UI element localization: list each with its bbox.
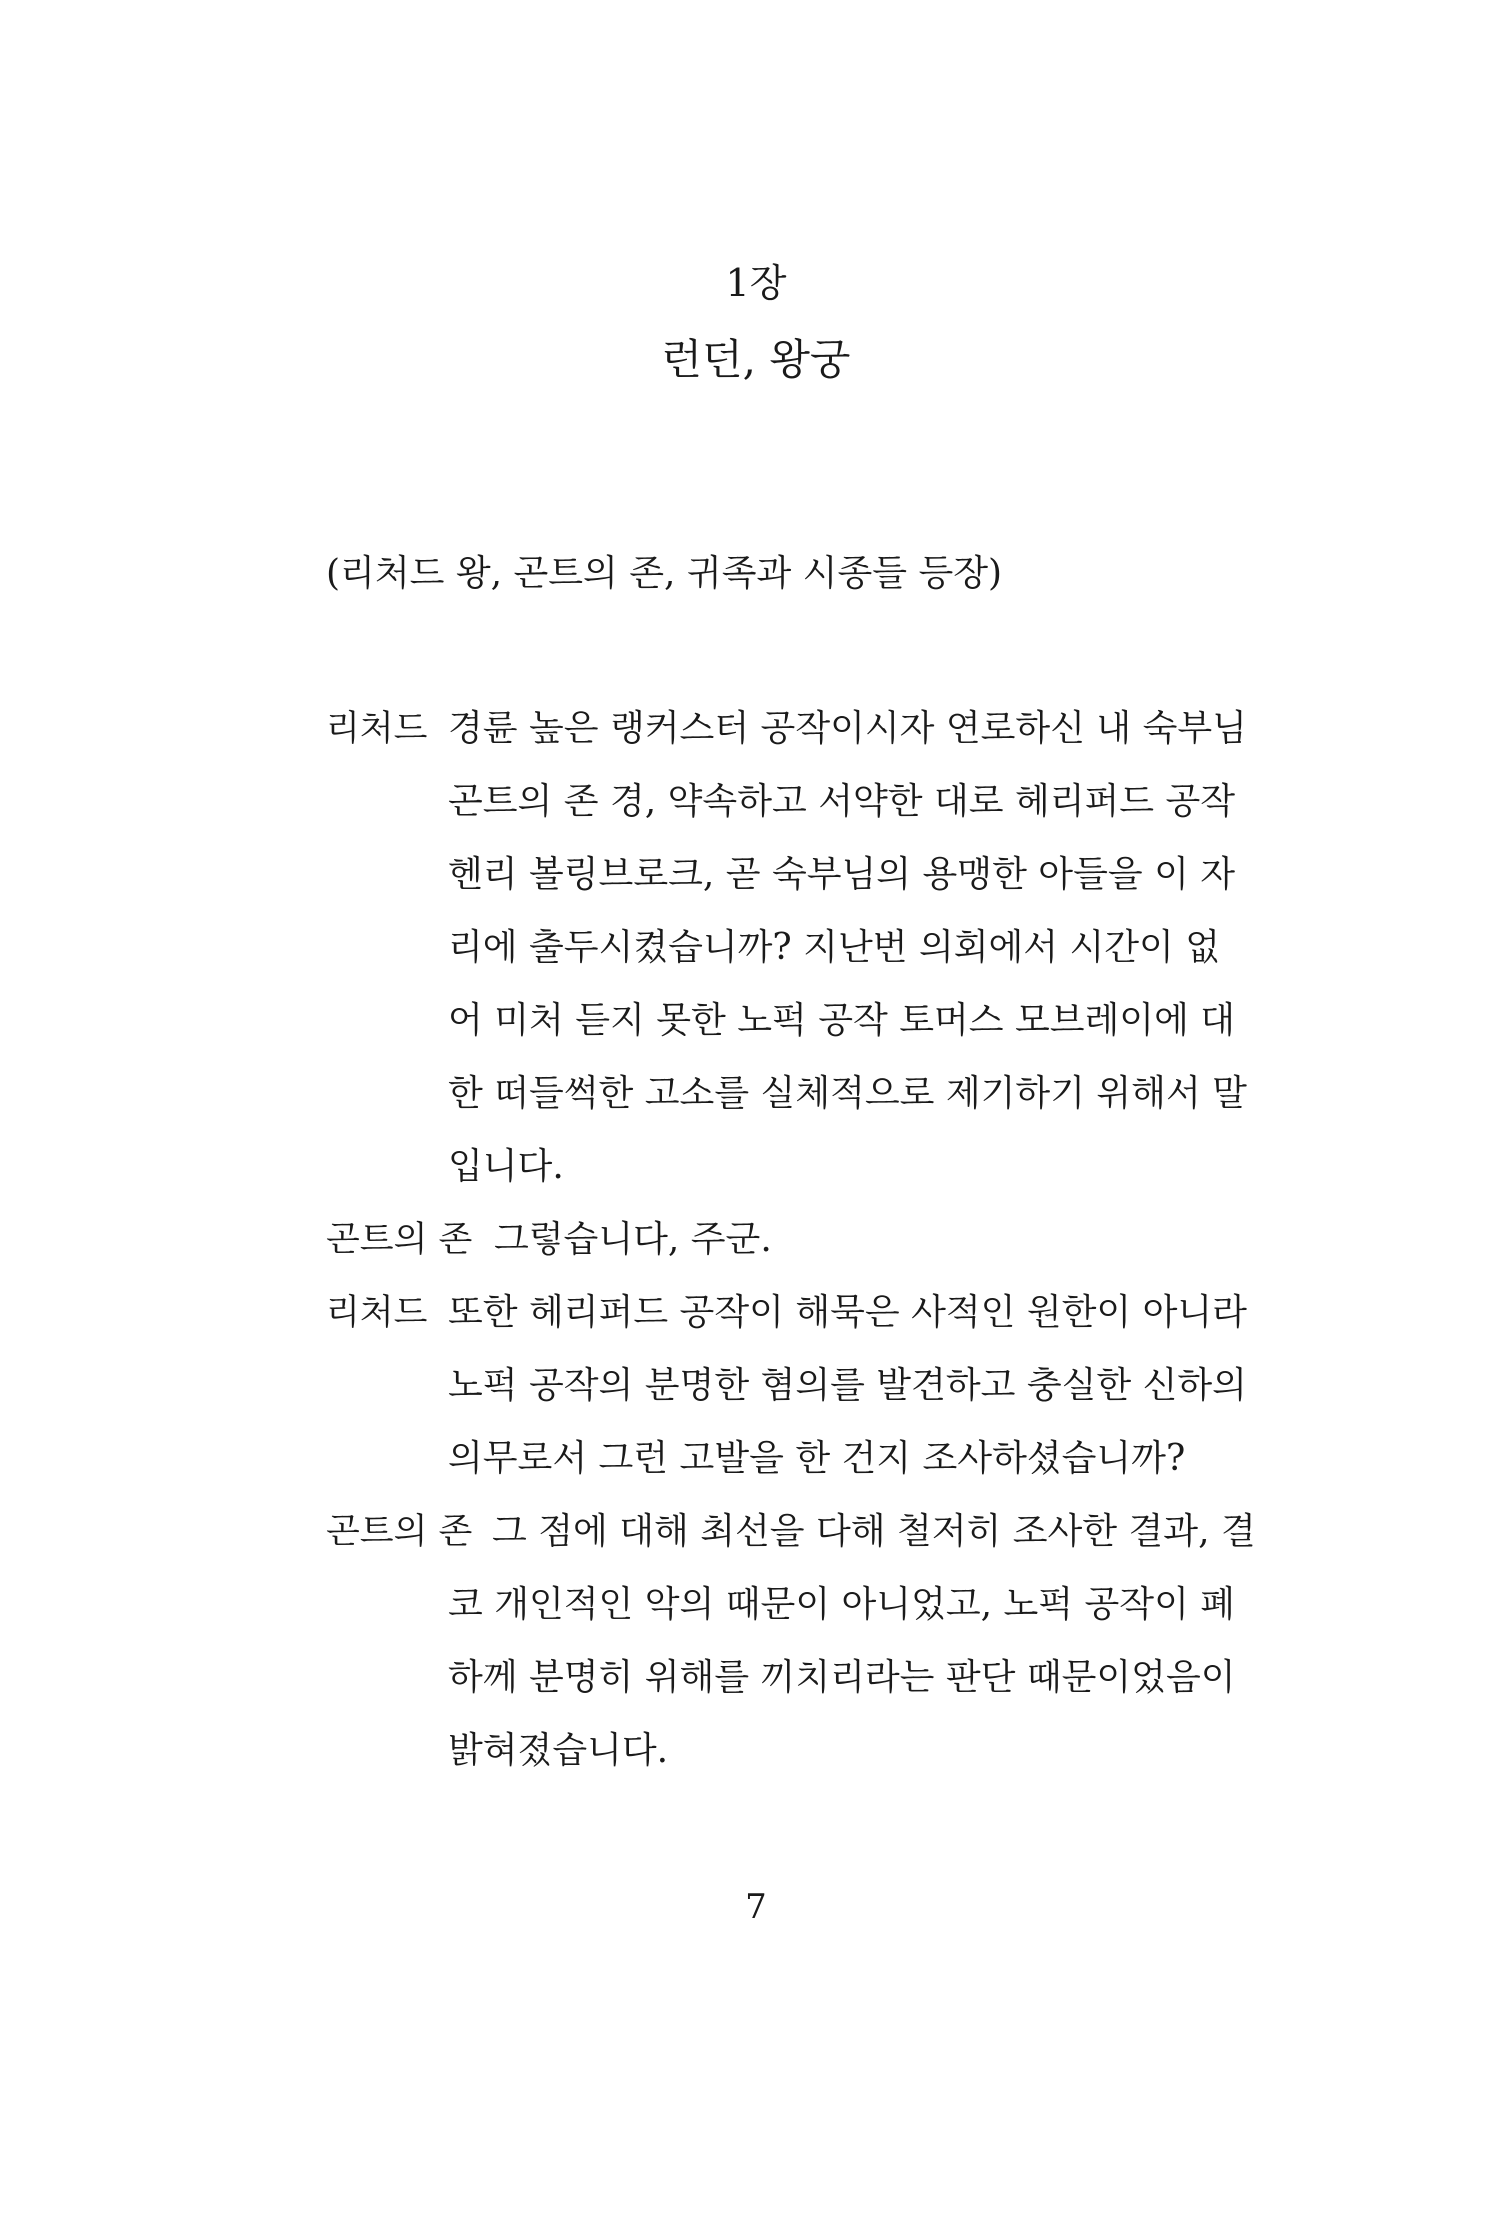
speech-line: 입니다.: [448, 1146, 564, 1187]
speech-line: [326, 1495, 1260, 1568]
speech-line: 한 떠들썩한 고소를 실체적으로 제기하기 위해서 말: [448, 1073, 1247, 1114]
speech-gaunt-2: [326, 1495, 1260, 1787]
speech-gaunt-1: [326, 1203, 1260, 1276]
speaker-label: 곤트의 존: [326, 1512, 473, 1552]
speech-line: 밝혀졌습니다.: [448, 1730, 669, 1771]
page-number: 7: [745, 1887, 767, 1927]
speech-text: 또한 헤리퍼드 공작이 해묵은 사적인 원한이 아니라: [448, 1292, 1247, 1333]
speaker-label: 곤트의 존: [326, 1220, 473, 1260]
speech-text: 그렇습니다, 주군.: [494, 1219, 772, 1260]
stage-direction: (리처드 왕, 곤트의 존, 귀족과 시종들 등장): [326, 553, 1003, 594]
speech-line: [326, 1276, 1260, 1349]
speech-richard-1: [326, 692, 1260, 1203]
speech-line: 하께 분명히 위해를 끼치리라는 판단 때문이었음이: [448, 1657, 1236, 1698]
speaker-label: 리처드: [326, 709, 428, 749]
speech-line: 코 개인적인 악의 때문이 아니었고, 노퍽 공작이 폐: [448, 1584, 1236, 1625]
scene-title: 런던, 왕궁: [661, 335, 851, 384]
speaker-label: 리처드: [326, 1293, 428, 1333]
speech-line: 어 미처 듣지 못한 노퍽 공작 토머스 모브레이에 대: [448, 1000, 1236, 1041]
speech-line: 리에 출두시켰습니까? 지난번 의회에서 시간이 없: [448, 927, 1221, 968]
speech-line: 의무로서 그런 고발을 한 건지 조사하셨습니까?: [448, 1438, 1186, 1479]
speech-text: 경륜 높은 랭커스터 공작이시자 연로하신 내 숙부님: [448, 708, 1247, 749]
act-number: 1장: [725, 261, 787, 305]
speech-line: 노퍽 공작의 분명한 혐의를 발견하고 충실한 신하의: [448, 1365, 1247, 1406]
speech-line: [326, 1203, 1260, 1276]
speech-text: 그 점에 대해 최선을 다해 철저히 조사한 결과, 결: [492, 1511, 1256, 1552]
speech-richard-2: [326, 1276, 1260, 1495]
speech-line: 헨리 볼링브로크, 곧 숙부님의 용맹한 아들을 이 자: [448, 854, 1236, 895]
speech-line: 곤트의 존 경, 약속하고 서약한 대로 헤리퍼드 공작: [448, 781, 1236, 822]
speech-line: [326, 692, 1260, 765]
